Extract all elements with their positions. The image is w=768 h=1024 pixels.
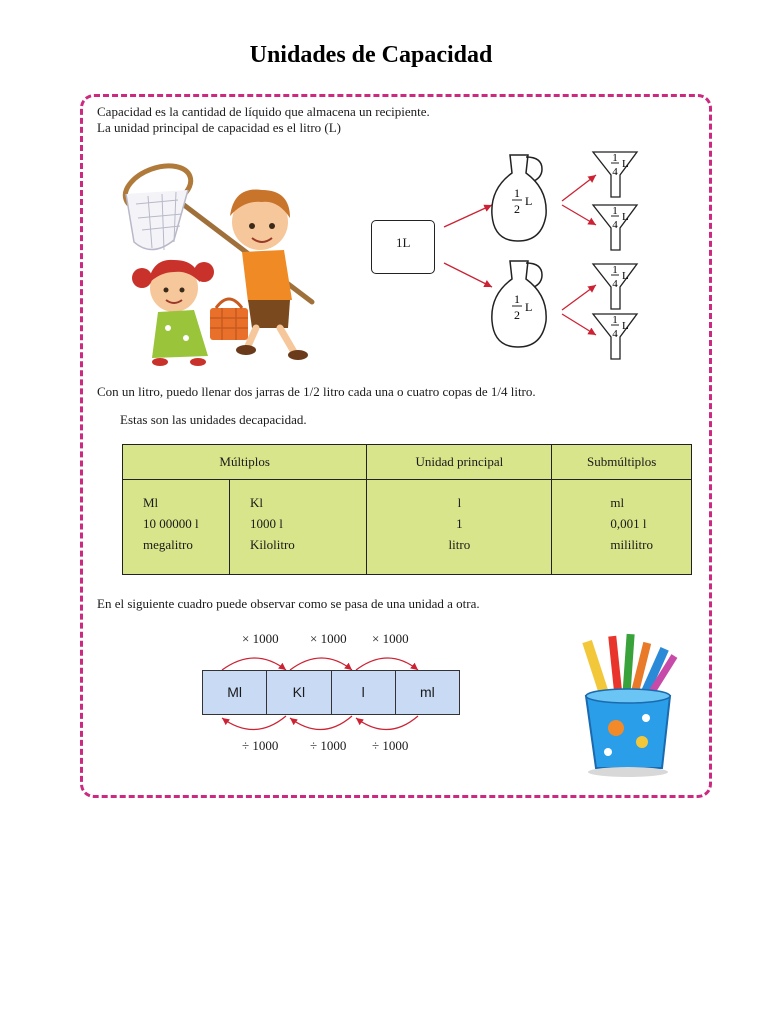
header-multiples: Múltiplos: [123, 445, 367, 480]
capacity-split-diagram: [430, 145, 650, 370]
page-title: Unidades de Capacidad: [249, 42, 493, 68]
mililitro-name: mililitro: [610, 537, 653, 552]
half-den-1: 2: [514, 202, 520, 216]
multiply-label-3: × 1000: [372, 631, 409, 646]
kilolitro-value: 1000 l: [250, 516, 283, 531]
quarter-unit-4: L: [622, 320, 629, 332]
conversion-cell-ml-mega: Ml: [203, 671, 267, 714]
header-submultiples: Submúltiplos: [552, 445, 692, 480]
cell-mililitro: [552, 480, 692, 575]
quarter-num-1: 1: [612, 152, 618, 164]
cell-kilolitro: [230, 480, 367, 575]
litro-symbol: l: [457, 495, 462, 510]
litro-name: litro: [448, 537, 471, 552]
divide-label-3: ÷ 1000: [372, 738, 409, 753]
multiply-label-1: × 1000: [242, 631, 279, 646]
table-body-row: [123, 480, 692, 575]
divide-label-2: ÷ 1000: [310, 738, 347, 753]
half-unit-1: L: [525, 194, 533, 208]
cell-litro: [367, 480, 552, 575]
megalitro-value: 10 00000 l: [143, 516, 199, 531]
quarter-num-4: 1: [612, 314, 618, 326]
quarter-unit-3: L: [622, 270, 629, 282]
half-unit-2: L: [525, 300, 533, 314]
intro-text: [97, 104, 430, 136]
quarter-den-3: 4: [612, 278, 618, 290]
quarter-num-3: 1: [612, 264, 618, 276]
units-table: [122, 444, 692, 575]
megalitro-name: megalitro: [143, 537, 193, 552]
half-num-1: 1: [514, 186, 520, 200]
quarter-den-1: 4: [612, 166, 618, 178]
megalitro-symbol: Ml: [143, 495, 159, 510]
mililitro-value: 0,001 l: [610, 516, 647, 531]
one-liter-container: [371, 220, 435, 274]
quarter-den-4: 4: [612, 328, 618, 340]
quarter-num-2: 1: [612, 205, 618, 217]
cell-megalitro: [123, 480, 230, 575]
divide-label-1: ÷ 1000: [242, 738, 279, 753]
half-num-2: 1: [514, 292, 520, 306]
pencil-cup-illustration: [572, 632, 684, 780]
conversion-intro: En el siguiente cuadro puede observar como se pasa de una unidad a otra.: [97, 596, 480, 611]
conversion-cell-ml: ml: [419, 684, 435, 700]
mililitro-symbol: ml: [610, 495, 625, 510]
conversion-cell-kl: Kl: [267, 671, 331, 714]
intro-line-1: Capacidad es la cantidad de líquido que almacena un recipiente.: [97, 104, 430, 119]
children-illustration: [112, 160, 322, 370]
kilolitro-name: Kilolitro: [250, 537, 295, 552]
conversion-strip: [202, 670, 460, 715]
multiply-label-2: × 1000: [310, 631, 347, 646]
quarter-unit-2: L: [622, 211, 629, 223]
intro-line-2: La unidad principal de capacidad es el litro (L): [97, 120, 342, 135]
header-principal: Unidad principal: [367, 445, 552, 480]
quarter-den-2: 4: [612, 219, 618, 231]
conversion-cell-l: l: [332, 671, 396, 714]
table-header-row: [123, 445, 692, 480]
litro-value: 1: [456, 516, 463, 531]
liter-statement: Con un litro, puedo llenar dos jarras de 1/2 litro cada una o cuatro copas de 1/4 litro.: [97, 384, 536, 399]
one-liter-label: 1L: [396, 235, 411, 250]
quarter-unit-1: L: [622, 158, 629, 170]
half-den-2: 2: [514, 308, 520, 322]
table-intro: Estas son las unidades decapacidad.: [120, 412, 307, 427]
kilolitro-symbol: Kl: [250, 495, 263, 510]
